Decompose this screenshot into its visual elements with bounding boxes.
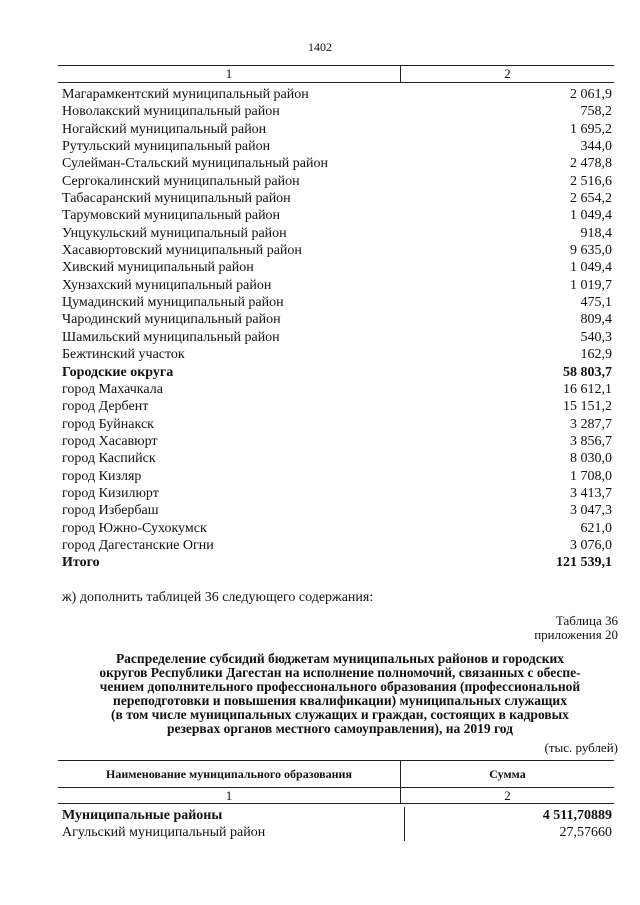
table-row xyxy=(58,433,614,450)
subsidy-table-header xyxy=(58,760,614,788)
table-number: Таблица 36 xyxy=(555,613,618,628)
row-value: 1 049,4 xyxy=(570,208,612,224)
title-line: округов Республики Дагестан на исполнение полномочий, связанных с обеспе- xyxy=(99,665,581,680)
table-row xyxy=(58,259,614,276)
row-value: 1 695,2 xyxy=(570,121,612,137)
table-row xyxy=(58,824,614,841)
table-row xyxy=(58,311,614,328)
row-value: 8 030,0 xyxy=(570,451,612,467)
table-row xyxy=(58,537,614,554)
row-value: 2 516,6 xyxy=(570,173,612,189)
title-line: Распределение субсидий бюджетам муниципальных районов и городских xyxy=(115,651,565,666)
row-value: 475,1 xyxy=(580,295,612,311)
row-name: город Махачкала xyxy=(62,381,163,397)
row-name: город Буйнакск xyxy=(62,416,154,432)
table-row xyxy=(58,807,614,824)
row-name: Ногайский муниципальный район xyxy=(62,121,267,137)
row-value: 3 047,3 xyxy=(570,503,612,519)
row-name: Чародинский муниципальный район xyxy=(62,312,281,328)
row-value: 3 287,7 xyxy=(570,416,612,432)
table-row xyxy=(58,346,614,363)
row-name: Бежтинский участок xyxy=(62,347,185,363)
row-name: Табасаранский муниципальный район xyxy=(62,191,291,207)
row-value: 1 049,4 xyxy=(570,260,612,276)
row-value: 3 413,7 xyxy=(570,485,612,501)
table-row xyxy=(58,277,614,294)
row-value: 9 635,0 xyxy=(570,243,612,259)
table-row xyxy=(58,155,614,172)
row-value: 758,2 xyxy=(580,104,612,120)
table-row xyxy=(58,416,614,433)
row-value: 162,9 xyxy=(580,347,612,363)
row-name: Городские округа xyxy=(62,364,174,380)
table-row xyxy=(58,398,614,415)
amendment-paragraph: ж) дополнить таблицей 36 следующего содержания: xyxy=(62,590,374,605)
table-row xyxy=(58,294,614,311)
row-value: 1 019,7 xyxy=(570,277,612,293)
table-row xyxy=(58,381,614,398)
row-value: 540,3 xyxy=(580,329,612,345)
row-name: Цумадинский муниципальный район xyxy=(62,295,284,311)
table-row xyxy=(58,103,614,120)
table-row xyxy=(58,450,614,467)
title-line: резервах органов местного самоуправления), на 2019 год xyxy=(166,721,513,736)
row-value: 3 076,0 xyxy=(570,537,612,553)
subsidy-table xyxy=(58,760,614,841)
row-value: 2 478,8 xyxy=(570,156,612,172)
row-name: город Дагестанские Огни xyxy=(62,537,214,553)
row-value: 121 539,1 xyxy=(556,555,612,571)
appendix-number: приложения 20 xyxy=(534,627,618,642)
row-name: Унцукульский муниципальный район xyxy=(62,225,287,241)
row-name: Агульский муниципальный район xyxy=(58,824,405,841)
column-number-1: 1 xyxy=(58,788,401,803)
row-name: Хасавюртовский муниципальный район xyxy=(62,243,302,259)
row-value: 344,0 xyxy=(580,139,612,155)
table-body xyxy=(58,86,614,572)
table-title xyxy=(60,652,620,736)
units-label: (тыс. рублей) xyxy=(544,740,618,755)
table-row xyxy=(58,225,614,242)
row-value: 3 856,7 xyxy=(570,433,612,449)
row-value: 58 803,7 xyxy=(563,364,612,380)
row-value: 621,0 xyxy=(580,520,612,536)
table-row xyxy=(58,138,614,155)
table-row xyxy=(58,468,614,485)
table-row xyxy=(58,190,614,207)
row-value: 918,4 xyxy=(580,225,612,241)
row-name: Тарумовский муниципальный район xyxy=(62,208,281,224)
header-municipality: Наименование муниципального образования xyxy=(58,761,401,787)
subsidy-table-body xyxy=(58,807,614,841)
table-row xyxy=(58,329,614,346)
title-line: (в том числе муниципальных служащих и граждан, состоящих в кадровых xyxy=(111,707,569,722)
table-row xyxy=(58,86,614,103)
header-amount: Сумма xyxy=(489,766,526,781)
row-name: город Хасавюрт xyxy=(62,433,158,449)
row-value: 1 708,0 xyxy=(570,468,612,484)
table-row xyxy=(58,242,614,259)
row-name: Рутульский муниципальный район xyxy=(62,139,271,155)
table-row xyxy=(58,554,614,571)
row-name: Итого xyxy=(62,555,100,571)
row-name: город Дербент xyxy=(62,399,149,415)
row-value: 2 654,2 xyxy=(570,191,612,207)
title-line: переподготовки и повышения квалификации) муниципальных служащих xyxy=(113,693,567,708)
table-reference xyxy=(534,614,618,642)
page-number: 1402 xyxy=(308,40,332,54)
row-name: город Южно-Сухокумск xyxy=(62,520,207,536)
table-row xyxy=(58,173,614,190)
title-line: чением дополнительного профессионального образования (профессиональной xyxy=(99,679,581,694)
budget-table xyxy=(58,65,614,572)
row-value: 4 511,70889 xyxy=(542,808,612,823)
row-value: 15 151,2 xyxy=(563,399,612,415)
table-column-numbers xyxy=(58,65,614,83)
table-row xyxy=(58,520,614,537)
table-row xyxy=(58,121,614,138)
subsidy-table-column-numbers xyxy=(58,788,614,804)
row-name: Сергокалинский муниципальный район xyxy=(62,173,300,189)
row-value: 27,57660 xyxy=(559,825,612,840)
table-row xyxy=(58,485,614,502)
row-name: Шамильский муниципальный район xyxy=(62,329,280,345)
row-name: Хунзахский муниципальный район xyxy=(62,277,272,293)
row-name: город Кизляр xyxy=(62,468,142,484)
row-value: 16 612,1 xyxy=(563,381,612,397)
row-name: Хивский муниципальный район xyxy=(62,260,254,276)
table-row xyxy=(58,364,614,381)
row-name: город Кизилюрт xyxy=(62,485,159,501)
column-number-2: 2 xyxy=(504,66,511,81)
row-value: 2 061,9 xyxy=(570,87,612,102)
row-value: 809,4 xyxy=(580,312,612,328)
row-name: Муниципальные районы xyxy=(58,807,405,824)
column-number-2: 2 xyxy=(504,788,511,803)
row-name: Сулейман-Стальский муниципальный район xyxy=(62,156,328,172)
row-name: Новолакский муниципальный район xyxy=(62,104,280,120)
table-row xyxy=(58,502,614,519)
row-name: город Избербаш xyxy=(62,503,159,519)
column-number-1: 1 xyxy=(58,66,401,82)
table-row xyxy=(58,207,614,224)
row-name: город Каспийск xyxy=(62,451,156,467)
row-name: Магарамкентский муниципальный район xyxy=(62,87,309,102)
